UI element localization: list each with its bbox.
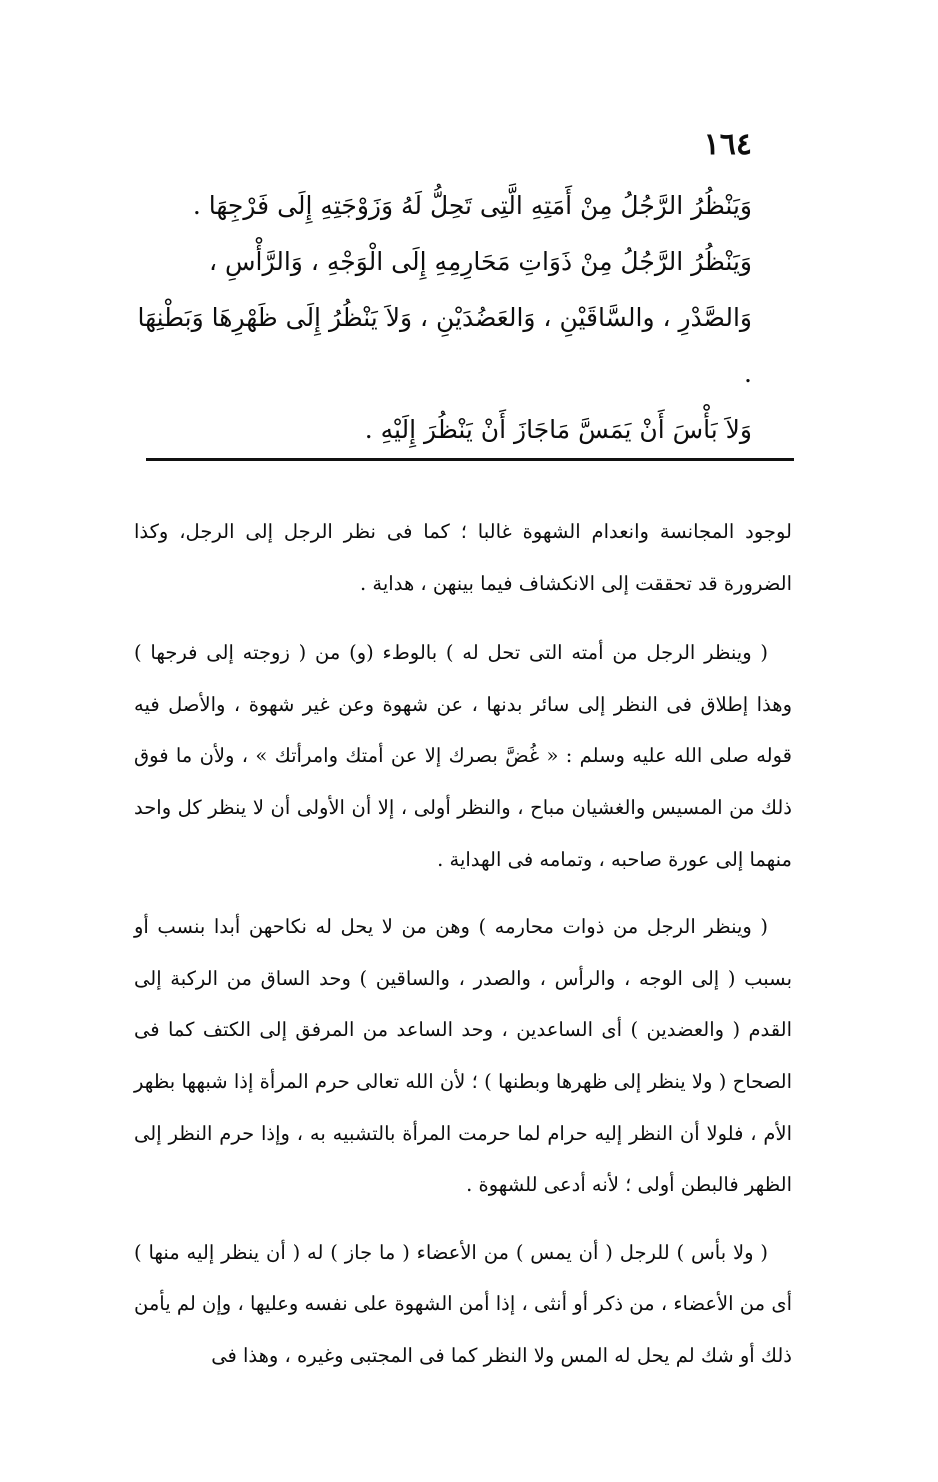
sharh-commentary bbox=[134, 506, 792, 1398]
matn-paragraph: وَيَنْظُرُ الرَّجُلُ مِنْ ذَوَاتِ مَحَارِمِهِ إِلَى الْوَجْهِ ، وَالرَّأْسِ ، وَالصَّدْرِ ، والسَّاقَيْنِ ، وَالعَضُدَيْنِ ، وَلاَ يَنْظُرُ إِلَى ظَهْرِهَا وَبَطْنِهَا . bbox=[137, 247, 752, 388]
commentary-paragraph: ( وينظر الرجل من ذوات محارمه ) وهن من لا يحل له نكاحهن أبدا بنسب أو بسبب ( إلى الوجه ، والرأس ، والصدر ، والساقين ) وحد الساق من الركبة إلى القدم ( والعضدين ) أى الساعدين ، وحد الساعد من المرفق إلى الكتف كما فى الصحاح ( ولا ينظر إلى ظهرها وبطنها ) ؛ لأن الله تعالى حرم المرأة إذا شبهها بظهر الأم ، فلولا أن النظر إليه حرام لما حرمت المرأة بالتشبيه به ، وإذا حرم النظر إلى الظهر فالبطن أولى ؛ لأنه أدعى للشهوة . bbox=[134, 915, 792, 1197]
commentary-paragraph: لوجود المجانسة وانعدام الشهوة غالبا ؛ كما فى نظر الرجل إلى الرجل، وكذا الضرورة قد تحققت إلى الانكشاف فيما بينهن ، هداية . bbox=[134, 520, 792, 595]
commentary-paragraph: ( ولا بأس ) للرجل ( أن يمس ) من الأعضاء ( ما جاز ) له ( أن ينظر إليه منها ) أى من الأعضاء ، من ذكر أو أنثى ، إذا أمن الشهوة على نفسه وعليها ، وإن لم يأمن ذلك أو شك لم يحل له المس ولا النظر كما فى المجتبى وغيره ، وهذا فى bbox=[134, 1240, 792, 1367]
matn-paragraph: وَيَنْظُرُ الرَّجُلُ مِنْ أَمَتِهِ الَّتِى تَحِلُّ لَهُ وَزَوْجَتِهِ إِلَى فَرْجِهَا . bbox=[192, 191, 752, 220]
commentary-paragraph: ( وينظر الرجل من أمته التى تحل له ) بالوطء (و) من ( زوجته إلى فرجها ) وهذا إطلاق فى النظر إلى سائر بدنها ، عن شهوة وعن غير شهوة ، والأصل فيه قوله صلى الله عليه وسلم : « غُضَّ بصرك إلا عن أمتك وامرأتك » ، ولأن ما فوق ذلك من المسيس والغشيان مباح ، والنظر أولى ، إلا أن الأولى أن لا ينظر كل واحد منهما إلى عورة صاحبه ، وتمامه فى الهداية . bbox=[134, 641, 792, 871]
separator-rule bbox=[146, 458, 794, 461]
matn-text bbox=[130, 178, 792, 458]
matn-paragraph: وَلاَ بَأْسَ أَنْ يَمَسَّ مَاجَازَ أَنْ يَنْظُرَ إِلَيْهِ . bbox=[364, 415, 752, 444]
page-number: ١٦٤ bbox=[703, 127, 752, 162]
